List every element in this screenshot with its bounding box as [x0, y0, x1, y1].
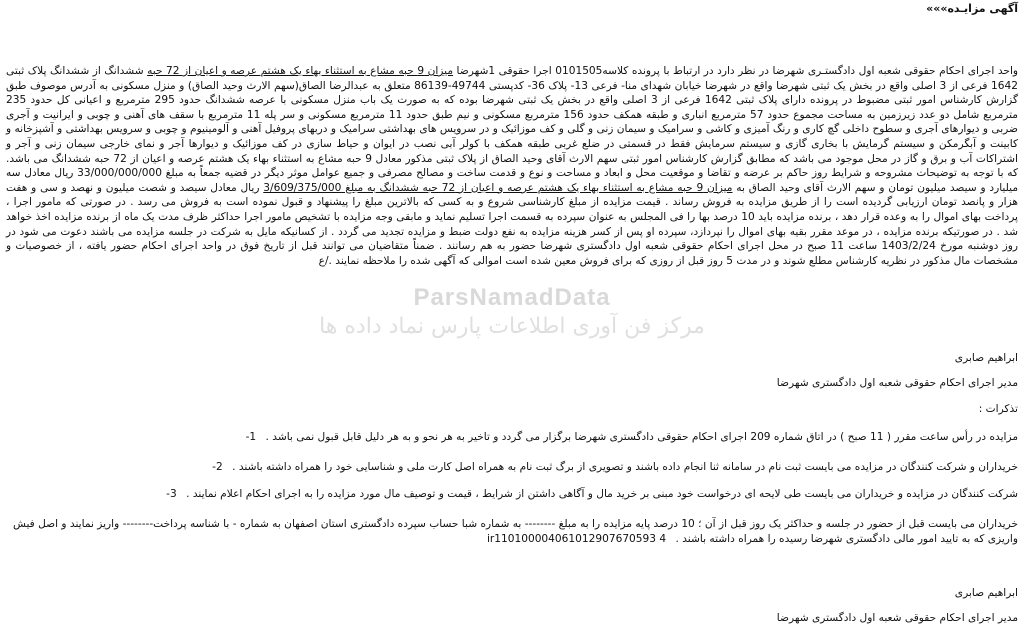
note-item-1 [6, 430, 1018, 445]
note-text: شرکت کنندگان در مزایده و خریداران می بایست طی لایحه ای درخواست خود مبنی بر خرید مال و آگاهی داشتن از شرایط ، قیمت و توصیف مال مورد مزایده را به اجرای احکام اعلام نمایند . [186, 488, 1018, 500]
iban-number: ir110100004061012907670593 [486, 532, 657, 545]
signature-role: مدیر اجرای احکام حقوقی شعبه اول دادگستری شهرضا [776, 377, 1018, 389]
watermark-persian: مرکز فن آوری اطلاعات پارس نماد داده ها [319, 314, 705, 339]
note-text: خریداران و شرکت کنندگان در مزایده می بایست ثبت نام در سامانه ثنا انجام داده باشند و تصویری از برگ ثبت نام به همراه اصل کارت ملی و شناسایی خود را همراه داشته باشند . [232, 461, 1018, 473]
note-item-2 [6, 460, 1018, 475]
notice-title: آگهی مزایـده»»» [926, 2, 1018, 15]
watermark [0, 284, 1024, 339]
note-text: خریداران می بایست قبل از حضور در جلسه و حداکثر یک روز قبل از آن ؛ 10 درصد پایه مزایده را به مبلغ -------- به شماره شبا حساب سپرده دادگستری استان اصفهان به شماره - با شناسه پرداخت-------- واریز نمایند و اصل فیش واریزی که به تایید امور مالی دادگستری شهرضا رسیده را همراه داشته باشند . [12, 518, 1018, 545]
note-item-3 [6, 487, 1018, 502]
body-text-part-2: ششدانگ از ششدانگ پلاک ثبتی 1642 فرعی از 3 اصلی واقع در بخش یک ثبتی شهرضا واقع در شهرضا خیابان شهدای منا- فرعی 13- پلاک 36- کدپستی 49744-86139 متعلق به عبدالرضا الصاق(سهم الارث وحید الصاق) و منزل مسکونی به آدرس موصوف طبق گزارش کارشناس امور ثبتی مضبوط در پرونده دارای پلاک ثبتی 1642 فرعی از 3 اصلی واقع در بخش یک ثبتی شهرضا بوده که به صورت یک باب منزل مسکونی با عرصه ششدانگ حدود 295 مترمربع و اعیانی کل حدود 235 مترمربع شامل دو عدد زیرزمین به مساحت مجموع حدود 57 مترمربع انباری و طبقه همکف حدود 156 مترمربع مسکونی و نیم طبق حدود 11 مترمربع مسکونی و سر پله 11 مترمربع با سقف های آهنی و چوبی و ایرانیت و آجری ضربی و دیوارهای آجری و سطوح داخلی گچ کاری و رنگ آمیزی و کاشی و سرامیک و سیمان زنی و گلی و کف موزائیک و در سرویس های بهداشتی سرامیک و دربهای پروفیل آهنی و آلومینیوم و چوبی و سرویس بهداشتی و آشپزخانه و کابینت و آبگرمکن و سیستم گرمایش با بخاری گازی و سیستم سرمایش فقط در قسمتی در ضلع غربی طبقه همکف با کولر آبی نصب در ایوان و حیاط سازی در کف موزائیک و دیوارها آجر و نمای خارجی سیمان زنی و آجر و اشتراکات آب و برق و گاز در محل موجود می باشد که مطابق گزارش کارشناس امور ثبتی سهم الارث آقای وحید الصاق از پلاک ثبتی مذکور معادل 9 حبه مشاع به استثناء بهاء یک هشتم عرصه و اعیان از 72 حبه ششدانگ می باشد. که با توجه به توضیحات مشروحه و شرایط روز حاکم بر عرضه و تقاضا و موقعیت محل و ابعاد و مساحت و نوع و قدمت ساخت و مصالح مصرفی و جمیع عوامل موثر دیگر در قضیه جمعاً به مبلغ 33/000/000/000 ریال معادل سه میلیارد و سیصد میلیون تومان و سهم الارث آقای وحید الصاق به [6, 65, 1019, 194]
body-underlined-share-1: میزان 9 حبه مشاع به استثناء بهاء یک هشتم عرصه و اعیان از 72 حبه [147, 65, 454, 77]
body-text-part-3: ریال معادل سیصد و شصت میلیون و نهصد و سی و هفت هزار و پانصد تومان ارزیابی گردیده است را از طریق مزایده به فروش رساند . قیمت مزایده از مبلغ کارشناسی شروع و به کسی که بالاترین مبلغ را پیشنهاد و قبول نموده است به فروش می رسد . در صورتی که مامور اجرا ، پرداخت بهای اموال را به وعده قرار دهد ، برنده مزایده باید 10 درصد بها را فی المجلس به عنوان سپرده به قسمت اجرا تسلیم نماید و مابقی وجه مزایده با تشخیص مامور اجرا حداکثر ظرف مدت یک ماه از برنده مزایده اخذ خواهد شد . در صورتیکه برنده مزایده ، در موعد مقرر بقیه بهای اموال را نپردازد، سپرده او پس از کسر هزینه مزایده به نفع دولت ضبط و مزایده تجدید می گردد . از کسانیکه مایل به شرکت در جلسه مزایده می باشند دعوت می شود در روز دوشنبه مورخ 1403/2/24 ساعت 11 صبح در محل اجرای احکام حقوقی شعبه اول دادگستری شهرضا حضور به هم رسانند . ضمناً متقاضیان می توانند قبل از تاریخ فوق در واحد اجرای احکام حضور یافته ، از خصوصیات و مشخصات مال مذکور در نظریه کارشناس مطلع شوند و در مدت 5 روز قبل از روزی که برای فروش معین شده است اموالی که آگهی شده را ملاحظه نمایند ./ع [6, 181, 1018, 267]
signature-role-bottom: مدیر اجرای احکام حقوقی شعبه اول دادگستری شهرضا [776, 612, 1018, 624]
note-number: 4 [659, 532, 667, 545]
note-number: 2- [212, 461, 223, 473]
note-text: مزایده در رأس ساعت مقرر ( 11 صبح ) در اتاق شماره 209 اجرای احکام حقوقی دادگستری شهرضا برگزار می گردد و تاخیر به هر نحو و به هر دلیل قابل قبول نمی باشد . [265, 431, 1018, 443]
signature-name-bottom: ابراهیم صابری [954, 587, 1018, 599]
notice-body-paragraph [6, 64, 1018, 268]
body-text-part-1: واحد اجرای احکام حقوقی شعبه اول دادگستـری شهرضا در نظر دارد در ارتباط با پرونده کلاسه0101505 اجرا حقوقی 1شهرضا [453, 65, 1019, 77]
watermark-latin: ParsNamadData [413, 284, 611, 311]
signature-name: ابراهیم صابری [954, 352, 1018, 364]
body-underlined-share-2: میزان 9 حبه مشاع به استثناء بهاء یک هشتم عرصه و اعیان از 72 حبه ششدانگ به مبلغ 3/609/375/000 [263, 181, 733, 194]
note-number: 1- [245, 431, 257, 443]
note-number: 3- [166, 488, 177, 500]
note-item-4 [6, 517, 1018, 546]
notes-heading: تذکرات : [978, 403, 1018, 415]
